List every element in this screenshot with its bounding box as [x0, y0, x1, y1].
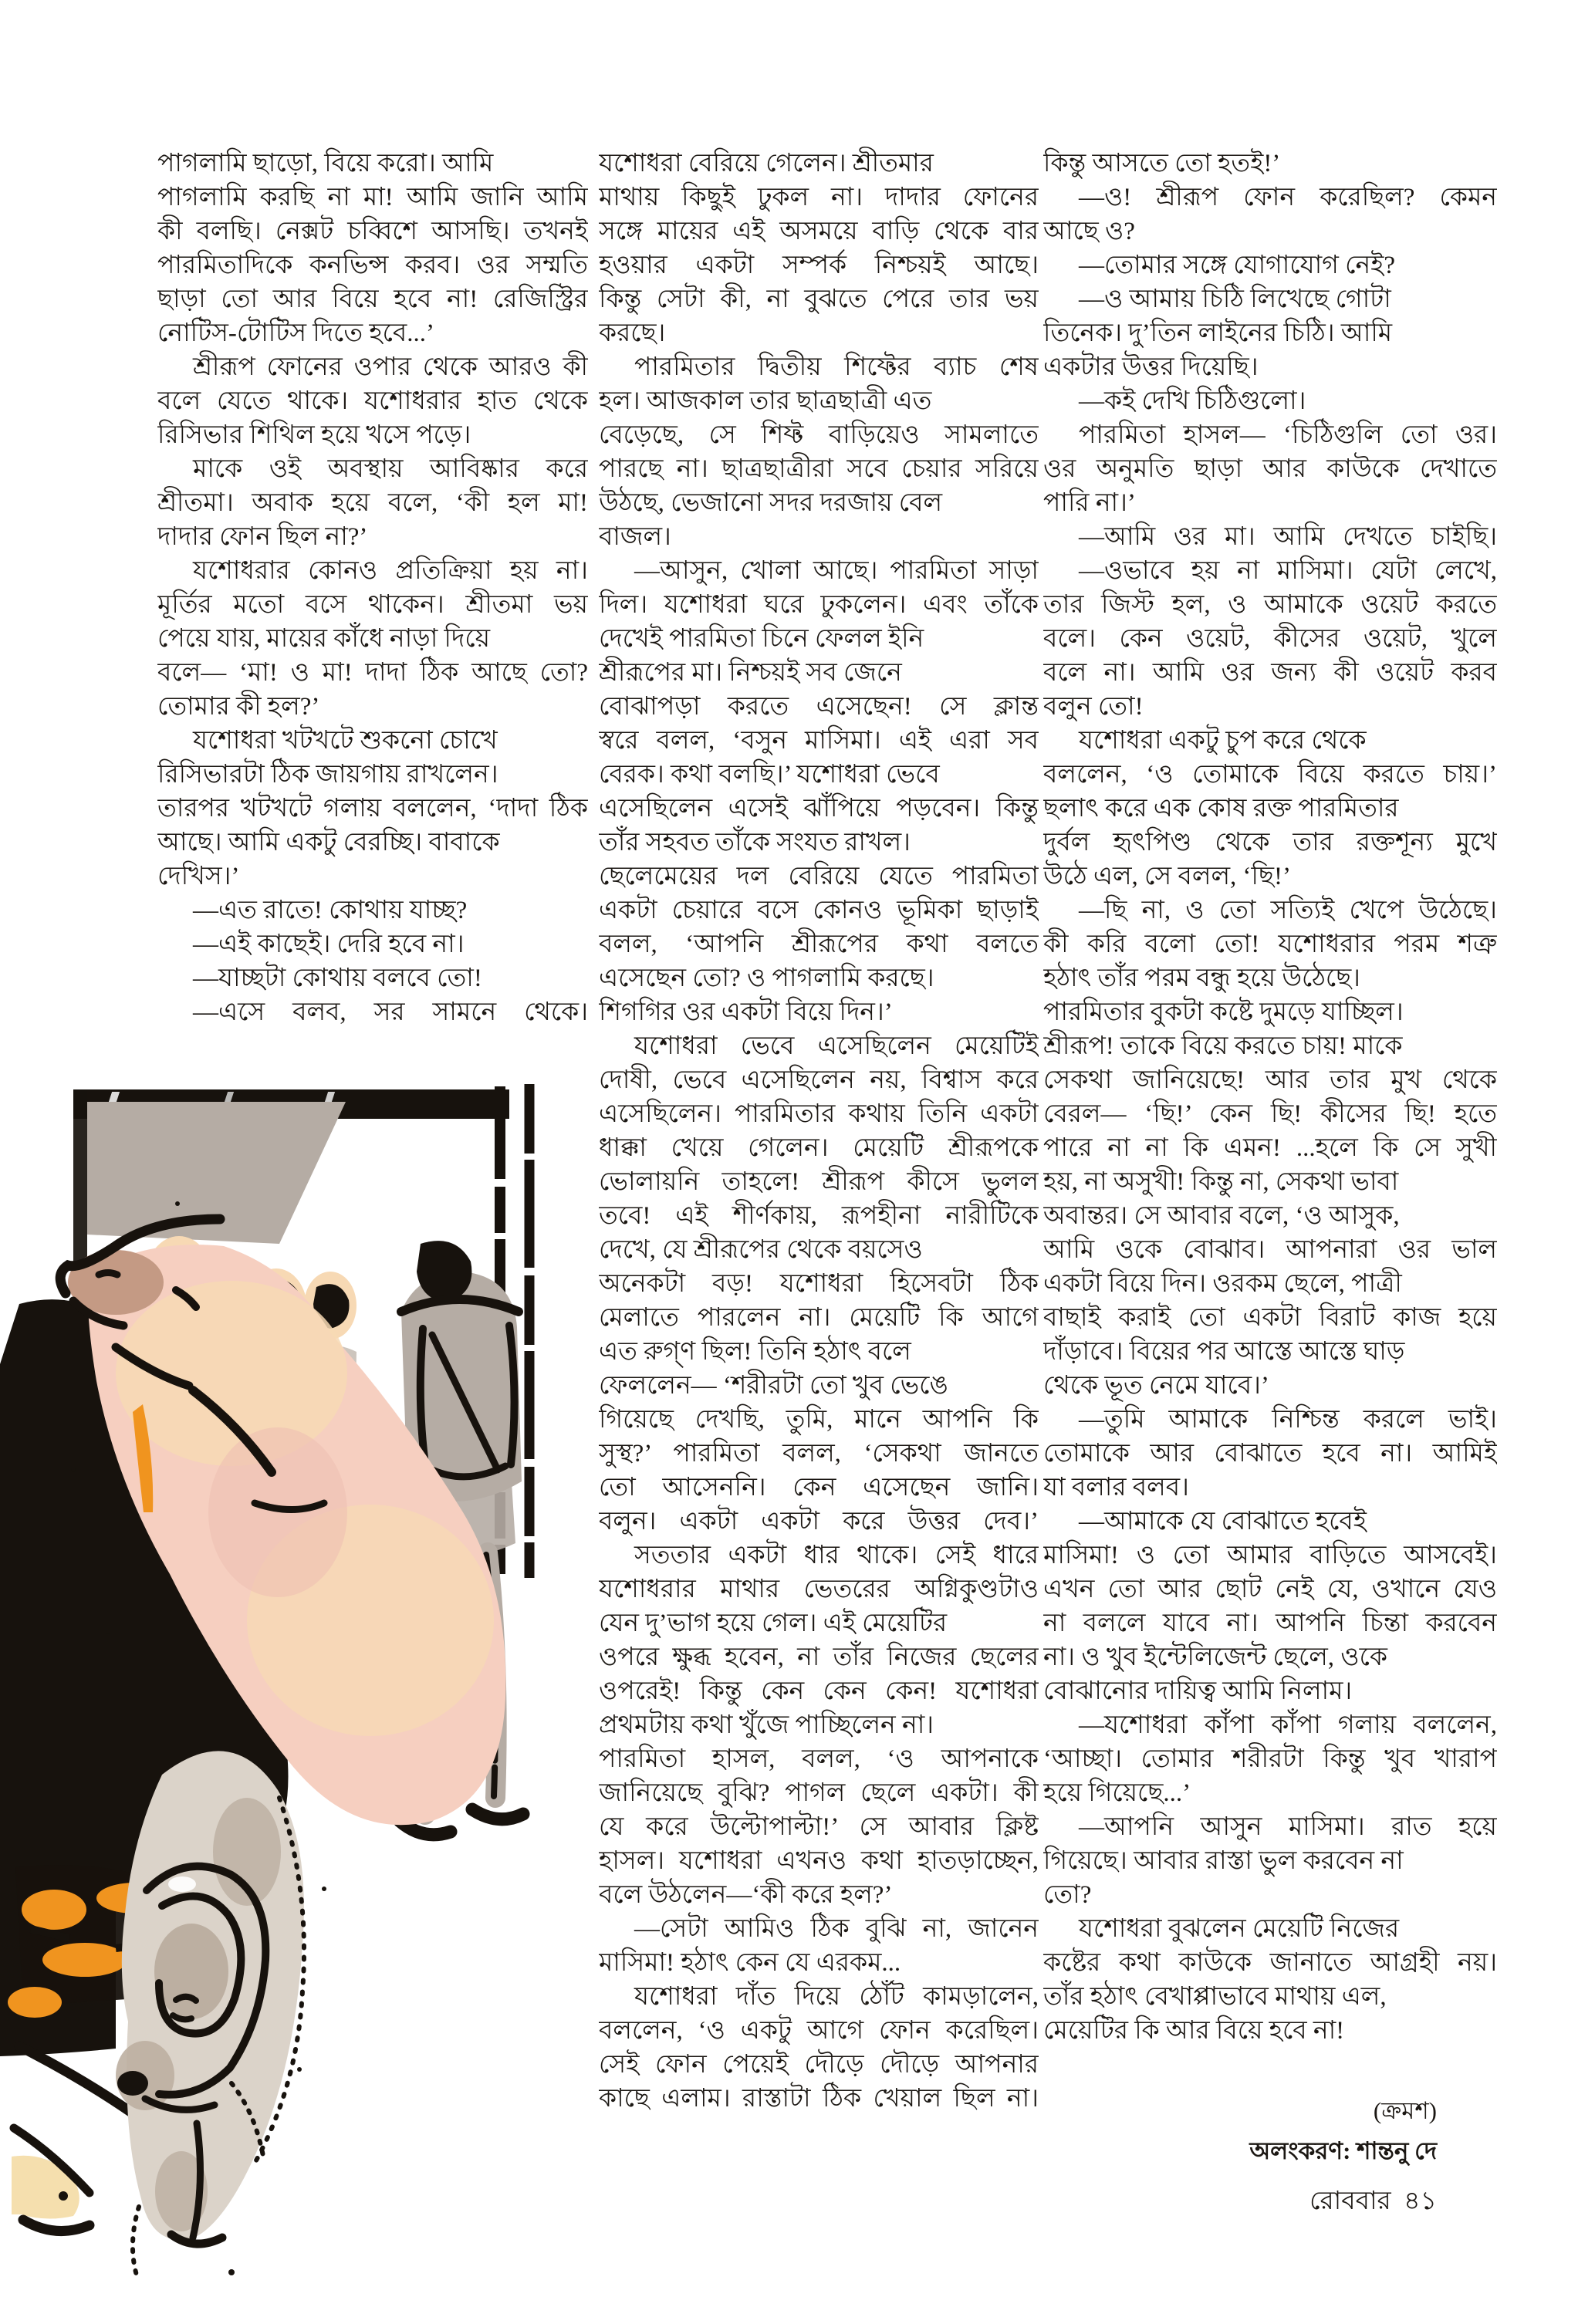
text-line: মাসিমা! হঠাৎ কেন যে এরকম... [599, 1949, 901, 1977]
text-line: সুস্থ?’ পারমিতা বলল, ‘সেকথা জানতে [599, 1440, 1039, 1468]
text-line: বেড়েছে, সে শিফ্ট বাড়িয়েও সামলাতে [599, 421, 1039, 449]
text-line: পারমিতার বুকটা কষ্টে দুমড়ে যাচ্ছিল। [1043, 998, 1404, 1026]
text-line: উঠে এল, সে বলল, ‘ছি!’ [1043, 863, 1291, 890]
text-line: ভোলায়নি তাহলে! শ্রীরূপ কীসে ভুলল [599, 1168, 1039, 1196]
text-line: কিন্তু আসতে তো হতই!’ [1043, 150, 1281, 177]
text-line: বলুন। একটা একটা করে উত্তর দেব।’ [599, 1508, 1039, 1535]
text-line: সেকথা জানিয়েছে! আর তার মুখ থেকে [1043, 1066, 1497, 1094]
text-line: শ্রীরূপ ফোনের ওপার থেকে আরও কী [193, 353, 588, 381]
text-line: পেয়ে যায়, মায়ের কাঁধে নাড়া দিয়ে [157, 625, 491, 653]
text-line: —যশোধরা কাঁপা কাঁপা গলায় বললেন, [1079, 1711, 1497, 1739]
text-line: তো? [1043, 1881, 1092, 1909]
text-line: যশোধরার কোনও প্রতিক্রিয়া হয় না। [193, 557, 588, 585]
text-line: আছে। আমি একটু বেরচ্ছি। বাবাকে [157, 829, 500, 856]
corner-snout [12, 2128, 90, 2231]
text-line: যশোধরা বেরিয়ে গেলেন। শ্রীতমার [599, 150, 934, 177]
text-line: তোমার কী হল?’ [157, 693, 320, 721]
text-line: বাছাই করাই তো একটা বিরাট কাজ হয়ে [1043, 1304, 1497, 1332]
text-line: কিন্তু সেটা কী, না বুঝতে পেরে তার ভয় [599, 285, 1039, 313]
text-line: —আমি ওর মা। আমি দেখতে চাইছি। [1079, 523, 1497, 551]
text-line: জানিয়েছে বুঝি? পাগল ছেলে একটা। কী [599, 1779, 1039, 1807]
text-line: যশোধরা একটু চুপ করে থেকে [1079, 727, 1367, 755]
text-line: —আমাকে যে বোঝাতে হবেই [1079, 1508, 1367, 1535]
text-line: —আসুন, খোলা আছে। পারমিতা সাড়া [634, 557, 1039, 585]
text-line: এসেছিলেন। পারমিতার কথায় তিনি একটা [599, 1100, 1039, 1128]
text-line: —ওভাবে হয় না মাসিমা। যেটা লেখে, [1079, 557, 1497, 585]
text-line: কী করি বলো তো! যশোধরার পরম শত্রু [1043, 931, 1497, 958]
text-line: মাথায় কিছুই ঢুকল না। দাদার ফোনের [599, 184, 1039, 211]
text-line: সেই ফোন পেয়েই দৌড়ে দৌড়ে আপনার [599, 2051, 1039, 2079]
sleeping-dog [116, 1751, 304, 2278]
story-illustration [0, 1080, 787, 2324]
text-line: তারপর খটখটে গলায় বললেন, ‘দাদা ঠিক [157, 795, 588, 823]
page-number: রোববার ৪১ [1309, 2187, 1437, 2215]
text-line: তার জিস্ট হল, ও আমাকে ওয়েট করতে [1043, 591, 1497, 619]
text-line: —ও আমায় চিঠি লিখেছে গোটা [1079, 285, 1391, 313]
text-line: বলে। কেন ওয়েট, কীসের ওয়েট, খুলে [1043, 625, 1497, 653]
text-line: হঠাৎ তাঁর পরম বন্ধু হয়ে উঠেছে। [1043, 964, 1360, 992]
text-line: মেলাতে পারলেন না। মেয়েটি কি আগে [599, 1304, 1039, 1332]
text-line: অবান্তর। সে আবার বলে, ‘ও আসুক, [1043, 1202, 1400, 1230]
text-line: হওয়ার একটা সম্পর্ক নিশ্চয়ই আছে। [599, 252, 1039, 279]
text-line: পারমিতার দ্বিতীয় শিফ্টের ব্যাচ শেষ [634, 353, 1039, 381]
text-line: ওপরে ক্ষুব্ধ হবেন, না তাঁর নিজের ছেলের [599, 1643, 1039, 1671]
text-line: —এই কাছেই। দেরি হবে না। [193, 931, 465, 958]
text-line: বলে না। আমি ওর জন্য কী ওয়েট করব [1043, 659, 1497, 687]
text-line: বললেন, ‘ও তোমাকে বিয়ে করতে চায়।’ [1043, 761, 1497, 789]
text-line: বোঝানোর দায়িত্ব আমি নিলাম। [1043, 1677, 1353, 1705]
text-line: যা বলার বলব। [1043, 1474, 1189, 1501]
text-line: পারমিতা হাসল— ‘চিঠিগুলি তো ওর। [1079, 421, 1497, 449]
text-line: তিনেক। দু’তিন লাইনের চিঠি। আমি [1043, 319, 1393, 347]
text-line: হল। আজকাল তার ছাত্রছাত্রী এত [599, 387, 932, 415]
text-line: তোমাকে আর বোঝাতে হবে না। আমিই [1043, 1440, 1497, 1468]
text-line: —এসে বলব, সর সামনে থেকে। [193, 998, 588, 1026]
text-line: গিয়েছে। আবার রাস্তা ভুল করবেন না [1043, 1847, 1404, 1875]
text-line: যশোধরা খটখটে শুকনো চোখে [193, 727, 498, 755]
text-line: মূর্তির মতো বসে থাকেন। শ্রীতমা ভয় [157, 591, 588, 619]
text-line: পারছে না। ছাত্রছাত্রীরা সবে চেয়ার সরিয়ে [599, 455, 1039, 483]
text-line: সততার একটা ধার থাকে। সেই ধারে [634, 1542, 1039, 1569]
text-line: দোষী, ভেবে এসেছিলেন নয়, বিশ্বাস করে [599, 1066, 1039, 1094]
text-line: —কই দেখি চিঠিগুলো। [1079, 387, 1306, 415]
illustrator-credit: অলংকরণ: শান্তনু দে [1249, 2137, 1437, 2164]
text-line: ছাড়া তো আর বিয়ে হবে না! রেজিস্ট্রির [157, 285, 588, 313]
text-line: হাসল। যশোধরা এখনও কথা হাতড়াচ্ছেন, [599, 1847, 1039, 1875]
text-line: সঙ্গে মায়ের এই অসময়ে বাড়ি থেকে বার [599, 218, 1039, 245]
text-line: —তুমি আমাকে নিশ্চিন্ত করলে ভাই। [1079, 1406, 1497, 1434]
text-line: দুর্বল হৃৎপিণ্ড থেকে তার রক্তশূন্য মুখে [1043, 829, 1497, 856]
text-line: দেখেই পারমিতা চিনে ফেলল ইনি [599, 625, 924, 653]
text-line: গিয়েছে দেখছি, তুমি, মানে আপনি কি [599, 1406, 1039, 1434]
text-line: —ছি না, ও তো সত্যিই খেপে উঠেছে। [1079, 897, 1497, 924]
text-line: পারি না।’ [1043, 489, 1136, 517]
story-column-1 [157, 147, 588, 1029]
text-line: মাসিমা! ও তো আমার বাড়িতে আসবেই। [1043, 1542, 1497, 1569]
text-line: দেখে, যে শ্রীরূপের থেকে বয়সেও [599, 1236, 923, 1264]
text-line: তবে! এই শীর্ণকায়, রূপহীনা নারীটিকে [599, 1202, 1039, 1230]
text-line: নোটিস-টোটিস দিতে হবে...’ [157, 319, 435, 347]
text-line: শ্রীতমা। অবাক হয়ে বলে, ‘কী হল মা! [157, 489, 588, 517]
text-line: বলে— ‘মা! ও মা! দাদা ঠিক আছে তো? [157, 659, 588, 687]
text-line: কষ্টের কথা কাউকে জানাতে আগ্রহী নয়। [1043, 1949, 1497, 1977]
text-line: আমি ওকে বোঝাব। আপনারা ওর ভাল [1043, 1236, 1497, 1264]
text-line: যে করে উল্টোপাল্টা!’ সে আবার ক্লিষ্ট [599, 1813, 1039, 1841]
text-line: এসেছেন তো? ও পাগলামি করছে। [599, 964, 934, 992]
text-line: ছেলেমেয়ের দল বেরিয়ে যেতে পারমিতা [599, 863, 1039, 890]
text-line: একটার উত্তর দিয়েছি। [1043, 353, 1259, 381]
text-line: মেয়েটির কি আর বিয়ে হবে না! [1043, 2017, 1345, 2045]
text-line: পারমিতাদিকে কনভিন্স করব। ওর সম্মতি [157, 252, 588, 279]
text-line: দিল। যশোধরা ঘরে ঢুকলেন। এবং তাঁকে [599, 591, 1039, 619]
text-line: অনেকটা বড়! যশোধরা হিসেবটা ঠিক [599, 1270, 1039, 1298]
text-line: —তোমার সঙ্গে যোগাযোগ নেই? [1079, 252, 1395, 279]
text-line: —সেটা আমিও ঠিক বুঝি না, জানেন [634, 1915, 1039, 1943]
text-line: পাগলামি করছি না মা! আমি জানি আমি [157, 184, 588, 211]
text-line: ধাক্কা খেয়ে গেলেন। মেয়েটি শ্রীরূপকে [599, 1134, 1039, 1162]
text-line: বলল, ‘আপনি শ্রীরূপের কথা বলতে [599, 931, 1039, 958]
text-line: যশোধরা ভেবে এসেছিলেন মেয়েটিই [634, 1032, 1039, 1060]
text-line: থেকে ভূত নেমে যাবে।’ [1043, 1372, 1269, 1400]
text-line: মাকে ওই অবস্থায় আবিষ্কার করে [193, 455, 588, 483]
text-line: না বললে যাবে না। আপনি চিন্তা করবেন [1043, 1610, 1497, 1637]
text-line: রিসিভারটা ঠিক জায়গায় রাখলেন। [157, 761, 498, 789]
text-line: —এত রাতে! কোথায় যাচ্ছ? [193, 897, 468, 924]
text-line: শ্রীরূপ! তাকে বিয়ে করতে চায়! মাকে [1043, 1032, 1403, 1060]
text-line: এত রুগ্ণ ছিল! তিনি হঠাৎ বলে [599, 1338, 911, 1366]
text-line: —ও! শ্রীরূপ ফোন করেছিল? কেমন [1079, 184, 1497, 211]
text-line: যশোধরা বুঝলেন মেয়েটি নিজের [1079, 1915, 1400, 1943]
text-line: রিসিভার শিথিল হয়ে খসে পড়ে। [157, 421, 471, 449]
text-line: ‘আচ্ছা। তোমার শরীরটা কিন্তু খুব খারাপ [1043, 1745, 1497, 1773]
text-line: একটা বিয়ে দিন। ওরকম ছেলে, পাত্রী [1043, 1270, 1402, 1298]
text-line: শিগগির ওর একটা বিয়ে দিন।’ [599, 998, 893, 1026]
text-line: দাদার ফোন ছিল না?’ [157, 523, 368, 551]
text-line: দেখিস।’ [157, 863, 240, 890]
text-line: বলে উঠলেন—‘কী করে হল?’ [599, 1881, 893, 1909]
text-line: যশোধরা দাঁত দিয়ে ঠোঁট কামড়ালেন, [634, 1983, 1039, 2011]
text-line: করছে। [599, 319, 666, 347]
text-line: আছে ও? [1043, 218, 1135, 245]
text-line: কাছে এলাম। রাস্তাটা ঠিক খেয়াল ছিল না। [599, 2085, 1039, 2113]
text-line: তাঁর হঠাৎ বেখাপ্পাভাবে মাথায় এল, [1043, 1983, 1387, 2011]
text-line: —আপনি আসুন মাসিমা। রাত হয়ে [1079, 1813, 1497, 1841]
story-column-3 [1043, 147, 1497, 2048]
text-line: একটা চেয়ারে বসে কোনও ভূমিকা ছাড়াই [599, 897, 1039, 924]
text-line: বেরল— ‘ছি!’ কেন ছি! কীসের ছি! হতে [1043, 1100, 1497, 1128]
text-line: এসেছিলেন এসেই ঝাঁপিয়ে পড়বেন। কিন্তু [599, 795, 1039, 823]
text-line: প্রথমটায় কথা খুঁজে পাচ্ছিলেন না। [599, 1711, 934, 1739]
text-line: বললেন, ‘ও একটু আগে ফোন করেছিল। [599, 2017, 1039, 2045]
text-line: উঠছে, ভেজানো সদর দরজায় বেল [599, 489, 943, 517]
text-line: ছলাৎ করে এক কোষ রক্ত পারমিতার [1043, 795, 1399, 823]
text-line: স্বরে বলল, ‘বসুন মাসিমা। এই এরা সব [599, 727, 1039, 755]
text-line: তাঁর সহবত তাঁকে সংযত রাখল। [599, 829, 911, 856]
text-line: ওর অনুমতি ছাড়া আর কাউকে দেখাতে [1043, 455, 1497, 483]
text-line: ফেললেন— ‘শরীরটা তো খুব ভেঙে [599, 1372, 948, 1400]
to-be-continued-note: (ক্রমশ) [1373, 2097, 1437, 2124]
text-line: কী বলছি। নেক্সট চব্বিশে আসছি। তখনই [157, 218, 588, 245]
text-line: যশোধরার মাথার ভেতরের অগ্নিকুণ্ডটাও [599, 1576, 1039, 1603]
text-line: শ্রীরূপের মা। নিশ্চয়ই সব জেনে [599, 659, 902, 687]
text-line: পারমিতা হাসল, বলল, ‘ও আপনাকে [599, 1745, 1039, 1773]
text-line: বাজল। [599, 523, 671, 551]
text-line: বলে যেতে থাকে। যশোধরার হাত থেকে [157, 387, 588, 415]
text-line: তো আসেননি। কেন এসেছেন জানি। [599, 1474, 1039, 1501]
text-line: এখন তো আর ছোট নেই যে, ওখানে যেও [1043, 1576, 1497, 1603]
text-line: হয়ে গিয়েছে...’ [1043, 1779, 1191, 1807]
text-line: পারে না না কি এমন! ...হলে কি সে সুখী [1043, 1134, 1497, 1162]
text-line: দাঁড়াবে। বিয়ের পর আস্তে আস্তে ঘাড় [1043, 1338, 1405, 1366]
text-line: পাগলামি ছাড়ো, বিয়ে করো। আমি [157, 150, 494, 177]
text-line: না। ও খুব ইন্টেলিজেন্ট ছেলে, ওকে [1043, 1643, 1387, 1671]
text-line: যেন দু’ভাগ হয়ে গেল। এই মেয়েটির [599, 1610, 948, 1637]
text-line: হয়, না অসুখী! কিন্তু না, সেকথা ভাবা [1043, 1168, 1399, 1196]
text-line: বলুন তো! [1043, 693, 1144, 721]
text-line: বোঝাপড়া করতে এসেছেন! সে ক্লান্ত [599, 693, 1039, 721]
text-line: বেরক। কথা বলছি।’ যশোধরা ভেবে [599, 761, 940, 789]
text-line: —যাচ্ছটা কোথায় বলবে তো! [193, 964, 482, 992]
text-line: ওপরেই! কিন্তু কেন কেন কেন! যশোধরা [599, 1677, 1039, 1705]
